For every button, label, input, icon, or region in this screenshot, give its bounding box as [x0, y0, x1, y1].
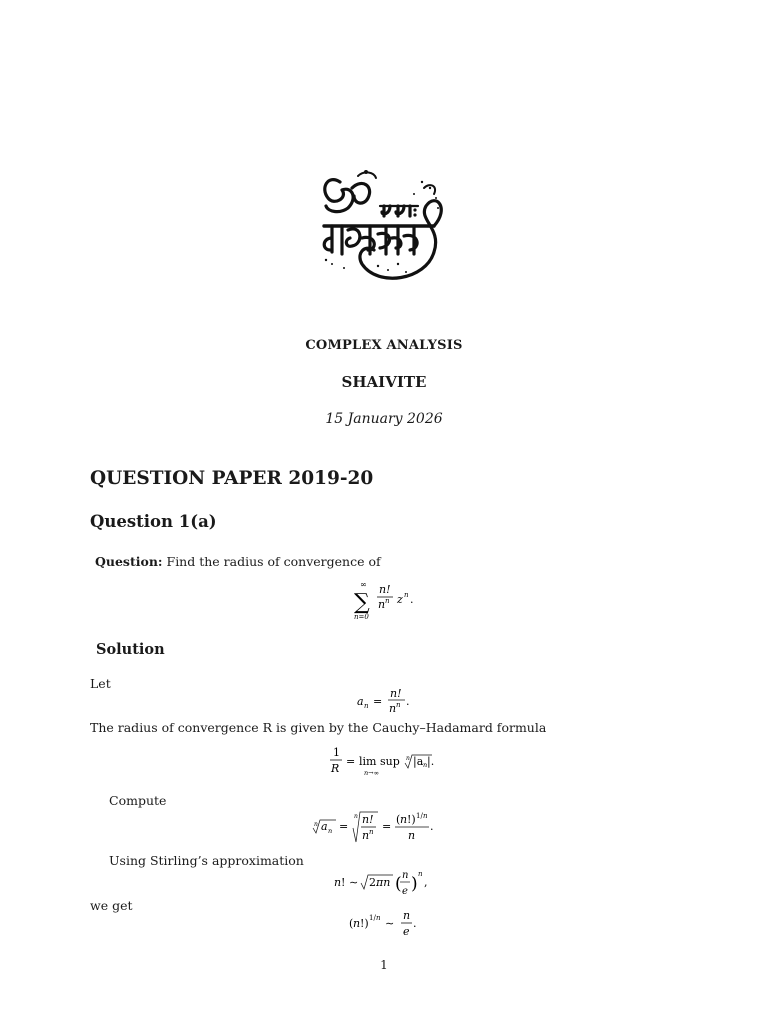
svg-text:∼: ∼ [349, 876, 359, 889]
om-namah-shivaya-logo [318, 168, 452, 286]
svg-text:|.: |. [427, 755, 435, 768]
svg-text:!): !) [407, 813, 416, 826]
equation-an-definition [355, 685, 425, 723]
svg-text:lim sup: lim sup [359, 755, 400, 768]
svg-text:n: n [353, 917, 361, 930]
question-text: Find the radius of convergence of [166, 554, 381, 569]
question-label: Question: [95, 554, 163, 569]
svg-text:n: n [362, 829, 370, 842]
svg-text:|a: |a [413, 755, 424, 768]
svg-text:n: n [328, 827, 333, 835]
svg-text:n: n [423, 812, 428, 820]
solution-heading: Solution [96, 641, 165, 658]
svg-text:n!: n! [390, 687, 402, 700]
svg-text:.: . [430, 820, 434, 833]
course-title: COMPLEX ANALYSIS [305, 338, 463, 353]
om-namah-shivaya-calligraphy-icon [318, 168, 452, 286]
svg-text:n: n [389, 702, 397, 715]
page-number: 1 [380, 958, 388, 972]
paragraph-we-get: we get [90, 898, 133, 913]
svg-text:n: n [403, 909, 411, 922]
svg-text:.: . [410, 593, 414, 606]
svg-text:e: e [403, 925, 410, 938]
section-title: QUESTION PAPER 2019-20 [90, 468, 374, 489]
paragraph-stirling: Using Stirling’s approximation [109, 853, 304, 868]
svg-text:): ) [411, 874, 418, 894]
question-heading: Question 1(a) [90, 512, 217, 531]
paragraph-cauchy-hadamard: The radius of convergence R is given by the Cauchy–Hadamard formula [90, 720, 547, 735]
document-date: 15 January 2026 [325, 411, 443, 427]
svg-text:1: 1 [333, 746, 340, 759]
svg-text:∑: ∑ [354, 590, 370, 615]
svg-text:a: a [321, 820, 328, 833]
svg-text:n: n [314, 821, 318, 828]
equation-series [350, 578, 430, 626]
svg-text:n: n [400, 813, 408, 826]
svg-text:∼: ∼ [385, 917, 395, 930]
svg-text:.: . [406, 695, 410, 708]
svg-text:,: , [424, 876, 428, 889]
svg-text:n: n [376, 914, 381, 922]
svg-text:=: = [339, 820, 349, 833]
svg-text:∞: ∞ [360, 580, 367, 589]
equation-stirling-result [347, 906, 427, 946]
author-name: SHAIVITE [341, 373, 427, 391]
svg-text:(: ( [396, 813, 401, 826]
svg-text:n: n [369, 828, 374, 836]
svg-text:n: n [404, 591, 409, 599]
svg-text:R: R [331, 762, 340, 775]
svg-text:z: z [397, 593, 403, 606]
svg-text:!: ! [341, 876, 346, 889]
svg-text:n=0: n=0 [354, 613, 369, 621]
svg-text:=: = [346, 755, 356, 768]
svg-text:n: n [423, 761, 428, 769]
paragraph-let: Let [90, 676, 111, 691]
svg-text:n: n [396, 701, 401, 709]
svg-text:πn: πn [376, 876, 391, 889]
svg-text:!): !) [360, 917, 369, 930]
svg-text:a: a [357, 695, 364, 708]
svg-text:n: n [364, 702, 369, 710]
svg-text:n: n [354, 813, 358, 820]
svg-text:(: ( [349, 917, 354, 930]
svg-text:2: 2 [369, 876, 376, 889]
equation-cauchy-hadamard [326, 744, 446, 784]
question-statement [95, 554, 381, 569]
paragraph-compute: Compute [109, 793, 167, 808]
svg-text:(: ( [395, 874, 402, 894]
svg-text:n: n [418, 870, 423, 878]
equation-stirling [332, 864, 442, 906]
svg-text:=: = [373, 695, 383, 708]
svg-text:.: . [413, 917, 417, 930]
equation-nth-root [312, 808, 462, 852]
svg-text:e: e [402, 886, 408, 897]
svg-text:n→∞: n→∞ [364, 769, 380, 777]
svg-text:n: n [378, 598, 386, 611]
svg-text:n!: n! [379, 583, 391, 596]
svg-text:n: n [385, 597, 390, 605]
svg-text:n: n [408, 829, 416, 842]
svg-text:=: = [382, 820, 392, 833]
svg-text:1/: 1/ [416, 812, 423, 820]
svg-text:1/: 1/ [369, 914, 376, 922]
svg-text:n!: n! [362, 813, 374, 826]
svg-text:n: n [334, 876, 342, 889]
svg-text:n: n [406, 755, 410, 762]
svg-text:n: n [402, 870, 409, 881]
